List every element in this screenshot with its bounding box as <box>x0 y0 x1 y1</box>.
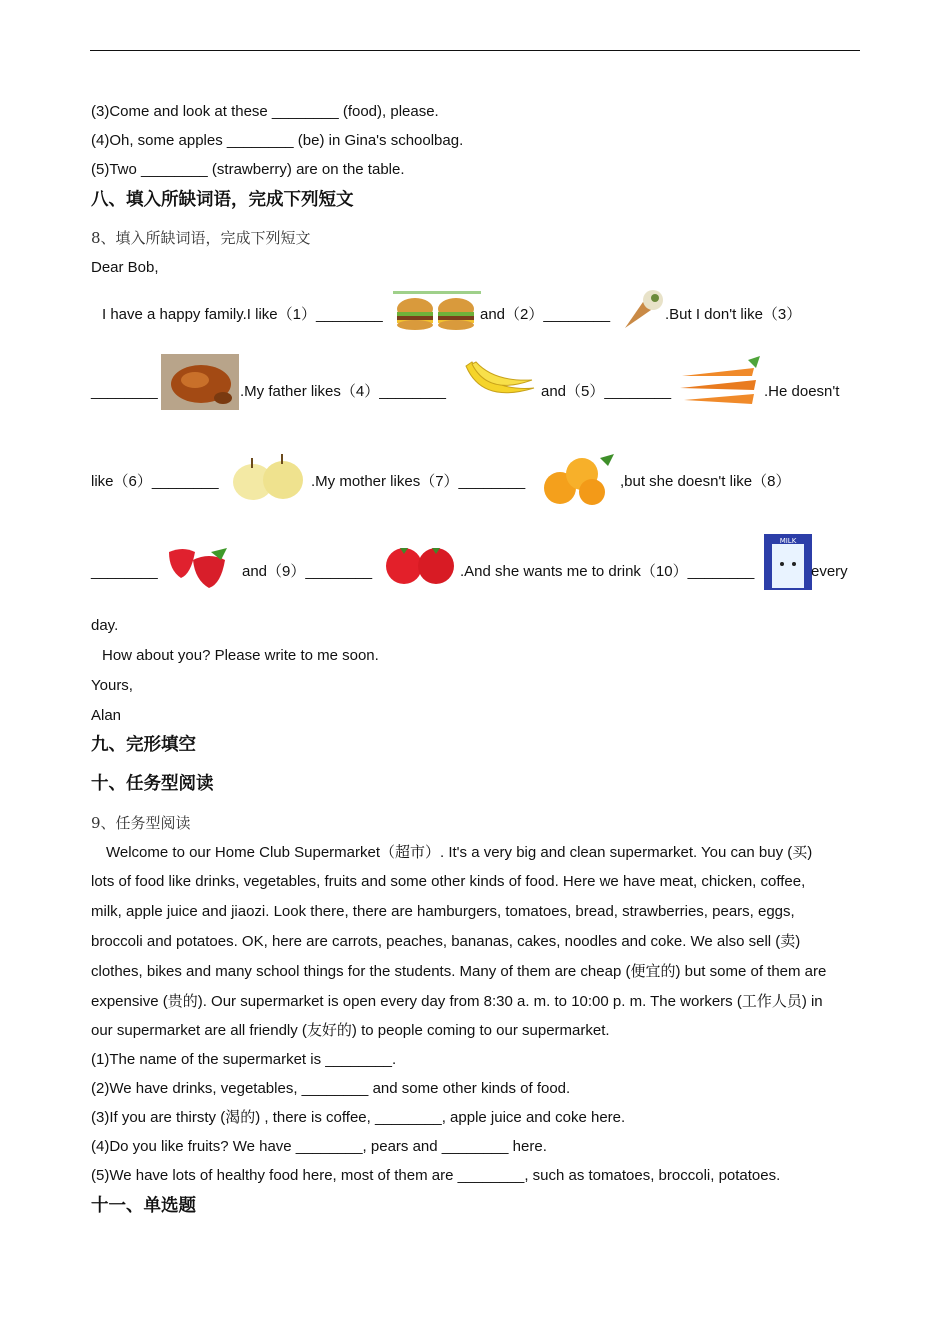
orange-image <box>540 452 616 506</box>
milk-label: MILK <box>779 537 797 545</box>
section-10-subheading: 9、任务型阅读 <box>91 814 191 832</box>
row4-text-a: ________ <box>91 563 158 580</box>
row3-text-b: .My mother likes（7）________ <box>311 473 526 490</box>
row4-text-b: and（9）________ <box>242 563 373 580</box>
tomato-image <box>382 538 460 590</box>
ice-cream-image <box>621 288 665 330</box>
passage-line-1: Welcome to our Home Club Supermarket（超市）. It's a very big and clean supermarket. You can buy (买) <box>106 844 813 861</box>
passage-line-4: broccoli and potatoes. OK, here are carrots, peaches, bananas, cakes, noodles and coke. We also sell (卖) <box>91 933 801 950</box>
section-8-subheading: 8、填入所缺词语，完成下列短文 <box>91 229 311 247</box>
section-9-heading: 九、完形填空 <box>91 735 196 755</box>
row2-text-b: .My father likes（4）________ <box>240 383 446 400</box>
header-rule <box>90 50 860 51</box>
row2-text-a: ________ <box>91 383 158 400</box>
carrot-image <box>678 354 762 410</box>
row1-text-a: I have a happy family.I like（1）________ <box>102 306 383 323</box>
chicken-image <box>161 354 239 410</box>
passage-line-3: milk, apple juice and jiaozi. Look there, there are hamburgers, tomatoes, bread, strawberries, pears, eggs, <box>91 903 795 920</box>
passage-line-7: our supermarket are all friendly (友好的) to people coming to our supermarket. <box>91 1022 610 1039</box>
strawberry-image <box>161 538 235 590</box>
hamburger-image <box>393 291 481 333</box>
row4-text-d: every <box>811 563 848 580</box>
section-8-heading: 八、填入所缺词语，完成下列短文 <box>91 190 354 210</box>
row4-text-c: .And she wants me to drink（10）________ <box>460 563 755 580</box>
row1-text-c: .But I don't like（3） <box>665 306 802 323</box>
section-10-heading: 十、任务型阅读 <box>91 774 214 794</box>
row2-text-c: and（5）________ <box>541 383 672 400</box>
letter-yours: Yours, <box>91 677 133 694</box>
pear-image <box>229 448 307 504</box>
question-3: (3)Come and look at these ________ (food), please. <box>91 103 439 120</box>
row2-text-d: .He doesn't <box>764 383 840 400</box>
banana-image <box>462 358 538 404</box>
question-4: (4)Oh, some apples ________ (be) in Gina's schoolbag. <box>91 132 464 149</box>
row3-text-c: ,but she doesn't like（8） <box>620 473 791 490</box>
section-11-heading: 十一、单选题 <box>91 1196 196 1216</box>
passage-line-6: expensive (贵的). Our supermarket is open every day from 8:30 a. m. to 10:00 p. m. The workers (工作人员) in <box>91 993 823 1010</box>
reading-question-3: (3)If you are thirsty (渴的) , there is coffee, ________, apple juice and coke here. <box>91 1109 626 1126</box>
letter-greeting: Dear Bob, <box>91 259 159 276</box>
reading-question-2: (2)We have drinks, vegetables, ________ and some other kinds of food. <box>91 1080 571 1097</box>
letter-day: day. <box>91 617 119 634</box>
passage-line-5: clothes, bikes and many school things for the students. Many of them are cheap (便宜的) but some of them are <box>91 963 827 980</box>
row3-text-a: like（6）________ <box>91 473 219 490</box>
passage-line-2: lots of food like drinks, vegetables, fruits and some other kinds of food. Here we have meat, chicken, coffee, <box>91 873 806 890</box>
letter-closing-line: How about you? Please write to me soon. <box>102 647 379 664</box>
question-5: (5)Two ________ (strawberry) are on the table. <box>91 161 405 178</box>
reading-question-1: (1)The name of the supermarket is ________. <box>91 1051 397 1068</box>
milk-image <box>764 534 812 590</box>
reading-question-4: (4)Do you like fruits? We have ________, pears and ________ here. <box>91 1138 547 1155</box>
reading-question-5: (5)We have lots of healthy food here, most of them are ________, such as tomatoes, broccoli, potatoes. <box>91 1167 781 1184</box>
letter-signature: Alan <box>91 707 122 724</box>
row1-text-b: and（2）________ <box>480 306 611 323</box>
